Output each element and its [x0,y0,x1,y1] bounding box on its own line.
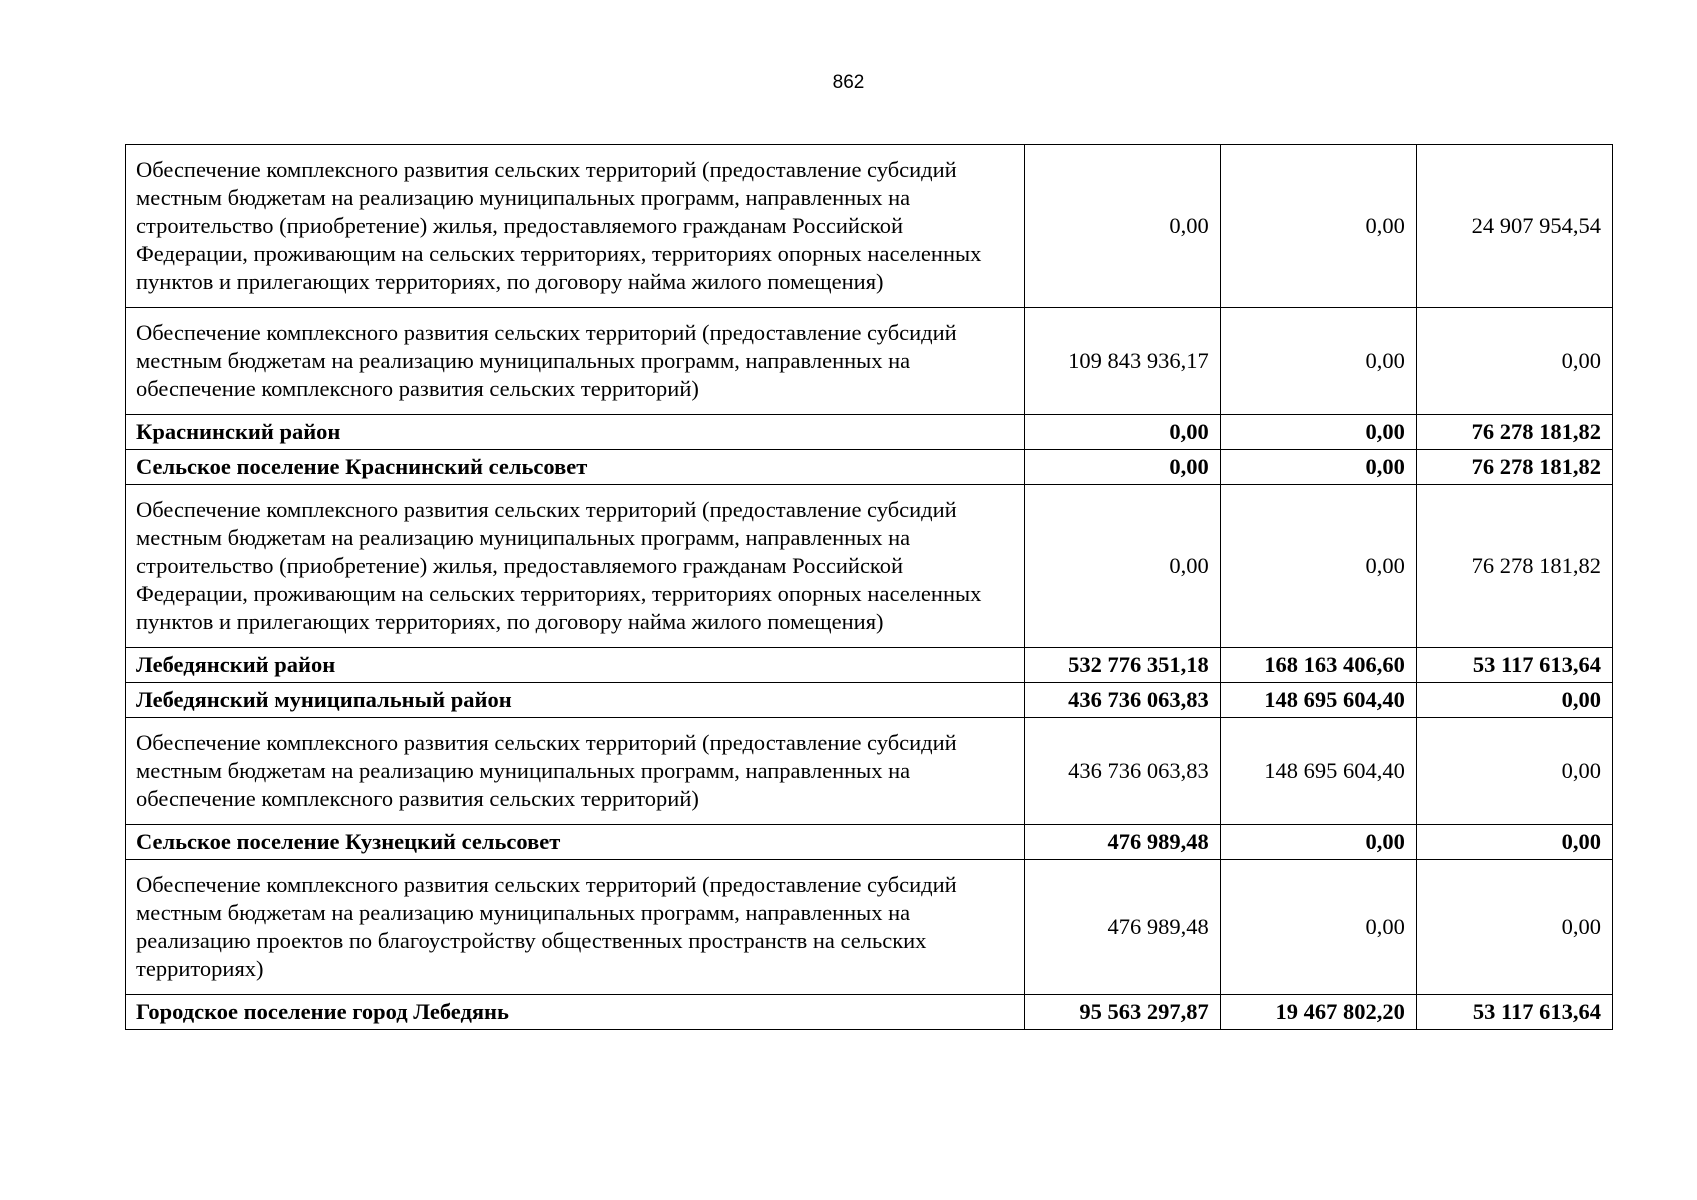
amount-cell: 532 776 351,18 [1024,648,1220,683]
row-description: Краснинский район [126,415,1025,450]
table-row [126,308,1613,415]
amount-cell: 148 695 604,40 [1220,718,1416,825]
amount-cell: 0,00 [1416,860,1612,995]
amount-cell: 0,00 [1416,308,1612,415]
table-row [126,145,1613,308]
amount-cell: 0,00 [1416,718,1612,825]
table-row [126,860,1613,995]
amount-cell: 0,00 [1416,683,1612,718]
amount-cell: 53 117 613,64 [1416,995,1612,1030]
row-description: Городское поселение город Лебедянь [126,995,1025,1030]
row-description: Сельское поселение Кузнецкий сельсовет [126,825,1025,860]
amount-cell: 76 278 181,82 [1416,485,1612,648]
amount-cell: 76 278 181,82 [1416,450,1612,485]
table-row [126,718,1613,825]
row-description: Обеспечение комплексного развития сельских территорий (предоставление субсидий местным бюджетам на реализацию муниципальных программ, направленных на реализацию проектов по благоустройству общественных пространств на сельских территориях) [126,860,1025,995]
table-row [126,485,1613,648]
amount-cell: 19 467 802,20 [1220,995,1416,1030]
amount-cell: 0,00 [1220,450,1416,485]
row-description: Сельское поселение Краснинский сельсовет [126,450,1025,485]
budget-table [125,144,1613,1030]
amount-cell: 476 989,48 [1024,825,1220,860]
table-row-subtotal [126,683,1613,718]
table-body [126,145,1613,1030]
amount-cell: 0,00 [1220,415,1416,450]
amount-cell: 76 278 181,82 [1416,415,1612,450]
table-row-subtotal [126,415,1613,450]
row-description: Лебедянский муниципальный район [126,683,1025,718]
table-row-subtotal [126,648,1613,683]
amount-cell: 476 989,48 [1024,860,1220,995]
amount-cell: 0,00 [1024,450,1220,485]
table-row-subtotal [126,450,1613,485]
amount-cell: 0,00 [1024,145,1220,308]
amount-cell: 0,00 [1416,825,1612,860]
row-description: Лебедянский район [126,648,1025,683]
amount-cell: 53 117 613,64 [1416,648,1612,683]
row-description: Обеспечение комплексного развития сельских территорий (предоставление субсидий местным бюджетам на реализацию муниципальных программ, направленных на строительство (приобретение) жилья, предоставляемого гражданам Российской Федерации, проживающим на сельских территориях, территориях опорных населенных пунктов и прилегающих территориях, по договору найма жилого помещения) [126,145,1025,308]
amount-cell: 436 736 063,83 [1024,718,1220,825]
row-description: Обеспечение комплексного развития сельских территорий (предоставление субсидий местным бюджетам на реализацию муниципальных программ, направленных на обеспечение комплексного развития сельских территорий) [126,308,1025,415]
amount-cell: 436 736 063,83 [1024,683,1220,718]
amount-cell: 0,00 [1220,860,1416,995]
table-row-subtotal [126,825,1613,860]
amount-cell: 168 163 406,60 [1220,648,1416,683]
amount-cell: 109 843 936,17 [1024,308,1220,415]
amount-cell: 0,00 [1220,825,1416,860]
page-number: 862 [832,72,865,93]
amount-cell: 0,00 [1024,415,1220,450]
amount-cell: 24 907 954,54 [1416,145,1612,308]
row-description: Обеспечение комплексного развития сельских территорий (предоставление субсидий местным бюджетам на реализацию муниципальных программ, направленных на строительство (приобретение) жилья, предоставляемого гражданам Российской Федерации, проживающим на сельских территориях, территориях опорных населенных пунктов и прилегающих территориях, по договору найма жилого помещения) [126,485,1025,648]
amount-cell: 95 563 297,87 [1024,995,1220,1030]
table-row-subtotal [126,995,1613,1030]
amount-cell: 0,00 [1024,485,1220,648]
amount-cell: 0,00 [1220,308,1416,415]
amount-cell: 148 695 604,40 [1220,683,1416,718]
amount-cell: 0,00 [1220,485,1416,648]
amount-cell: 0,00 [1220,145,1416,308]
row-description: Обеспечение комплексного развития сельских территорий (предоставление субсидий местным бюджетам на реализацию муниципальных программ, направленных на обеспечение комплексного развития сельских территорий) [126,718,1025,825]
